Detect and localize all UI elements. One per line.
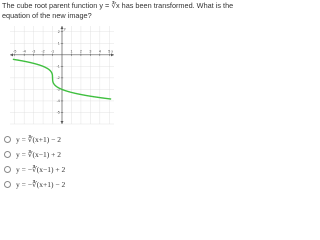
- choice-label: y = ∛(x+1) − 2: [16, 134, 61, 144]
- y-tick-label: -4: [56, 99, 60, 104]
- choice-label: y = ∛(x−1) + 2: [16, 149, 61, 159]
- x-tick-label: -1: [50, 49, 55, 54]
- answer-choice-1[interactable]: [4, 133, 124, 145]
- question-line-2: equation of the new image?: [2, 11, 92, 20]
- choice-label: y = −∛(x+1) − 2: [16, 179, 66, 189]
- x-axis-arrow-icon: [111, 53, 114, 56]
- answer-choice-3[interactable]: [4, 163, 124, 175]
- y-tick-label: 2: [57, 29, 60, 34]
- x-tick-label: 1: [70, 49, 73, 54]
- x-tick-label: -5: [13, 49, 17, 54]
- y-axis-arrow-icon: [61, 121, 64, 124]
- x-tick-label: 2: [79, 49, 82, 54]
- y-tick-label: -3: [56, 87, 60, 92]
- axes: [10, 26, 114, 124]
- radio-button-icon[interactable]: [4, 181, 11, 188]
- question-line-1: The cube root parent function y = ∛x has been transformed. What is the: [2, 1, 234, 10]
- y-tick-label: -5: [56, 110, 60, 115]
- radio-button-icon[interactable]: [4, 166, 11, 173]
- coordinate-graph: [6, 22, 118, 128]
- y-tick-label: -1: [56, 64, 60, 69]
- tick-labels: [13, 26, 113, 115]
- x-axis-label: x: [111, 48, 113, 54]
- choice-label: y = −∛(x−1) + 2: [16, 164, 66, 174]
- x-tick-label: 3: [89, 49, 92, 54]
- y-tick-label: 1: [57, 41, 60, 46]
- y-axis-label: y: [64, 26, 66, 31]
- answer-choice-2[interactable]: [4, 148, 124, 160]
- x-tick-label: 4: [98, 49, 101, 54]
- x-axis-arrow-icon: [10, 53, 13, 56]
- x-tick-label: 5: [108, 49, 111, 54]
- question-text: [2, 1, 234, 21]
- radio-button-icon[interactable]: [4, 136, 11, 143]
- radio-button-icon[interactable]: [4, 151, 11, 158]
- answer-choice-4[interactable]: [4, 178, 124, 190]
- x-tick-label: -2: [41, 49, 45, 54]
- y-tick-label: -2: [56, 76, 60, 81]
- x-tick-label: -4: [22, 49, 26, 54]
- x-tick-label: -3: [32, 49, 36, 54]
